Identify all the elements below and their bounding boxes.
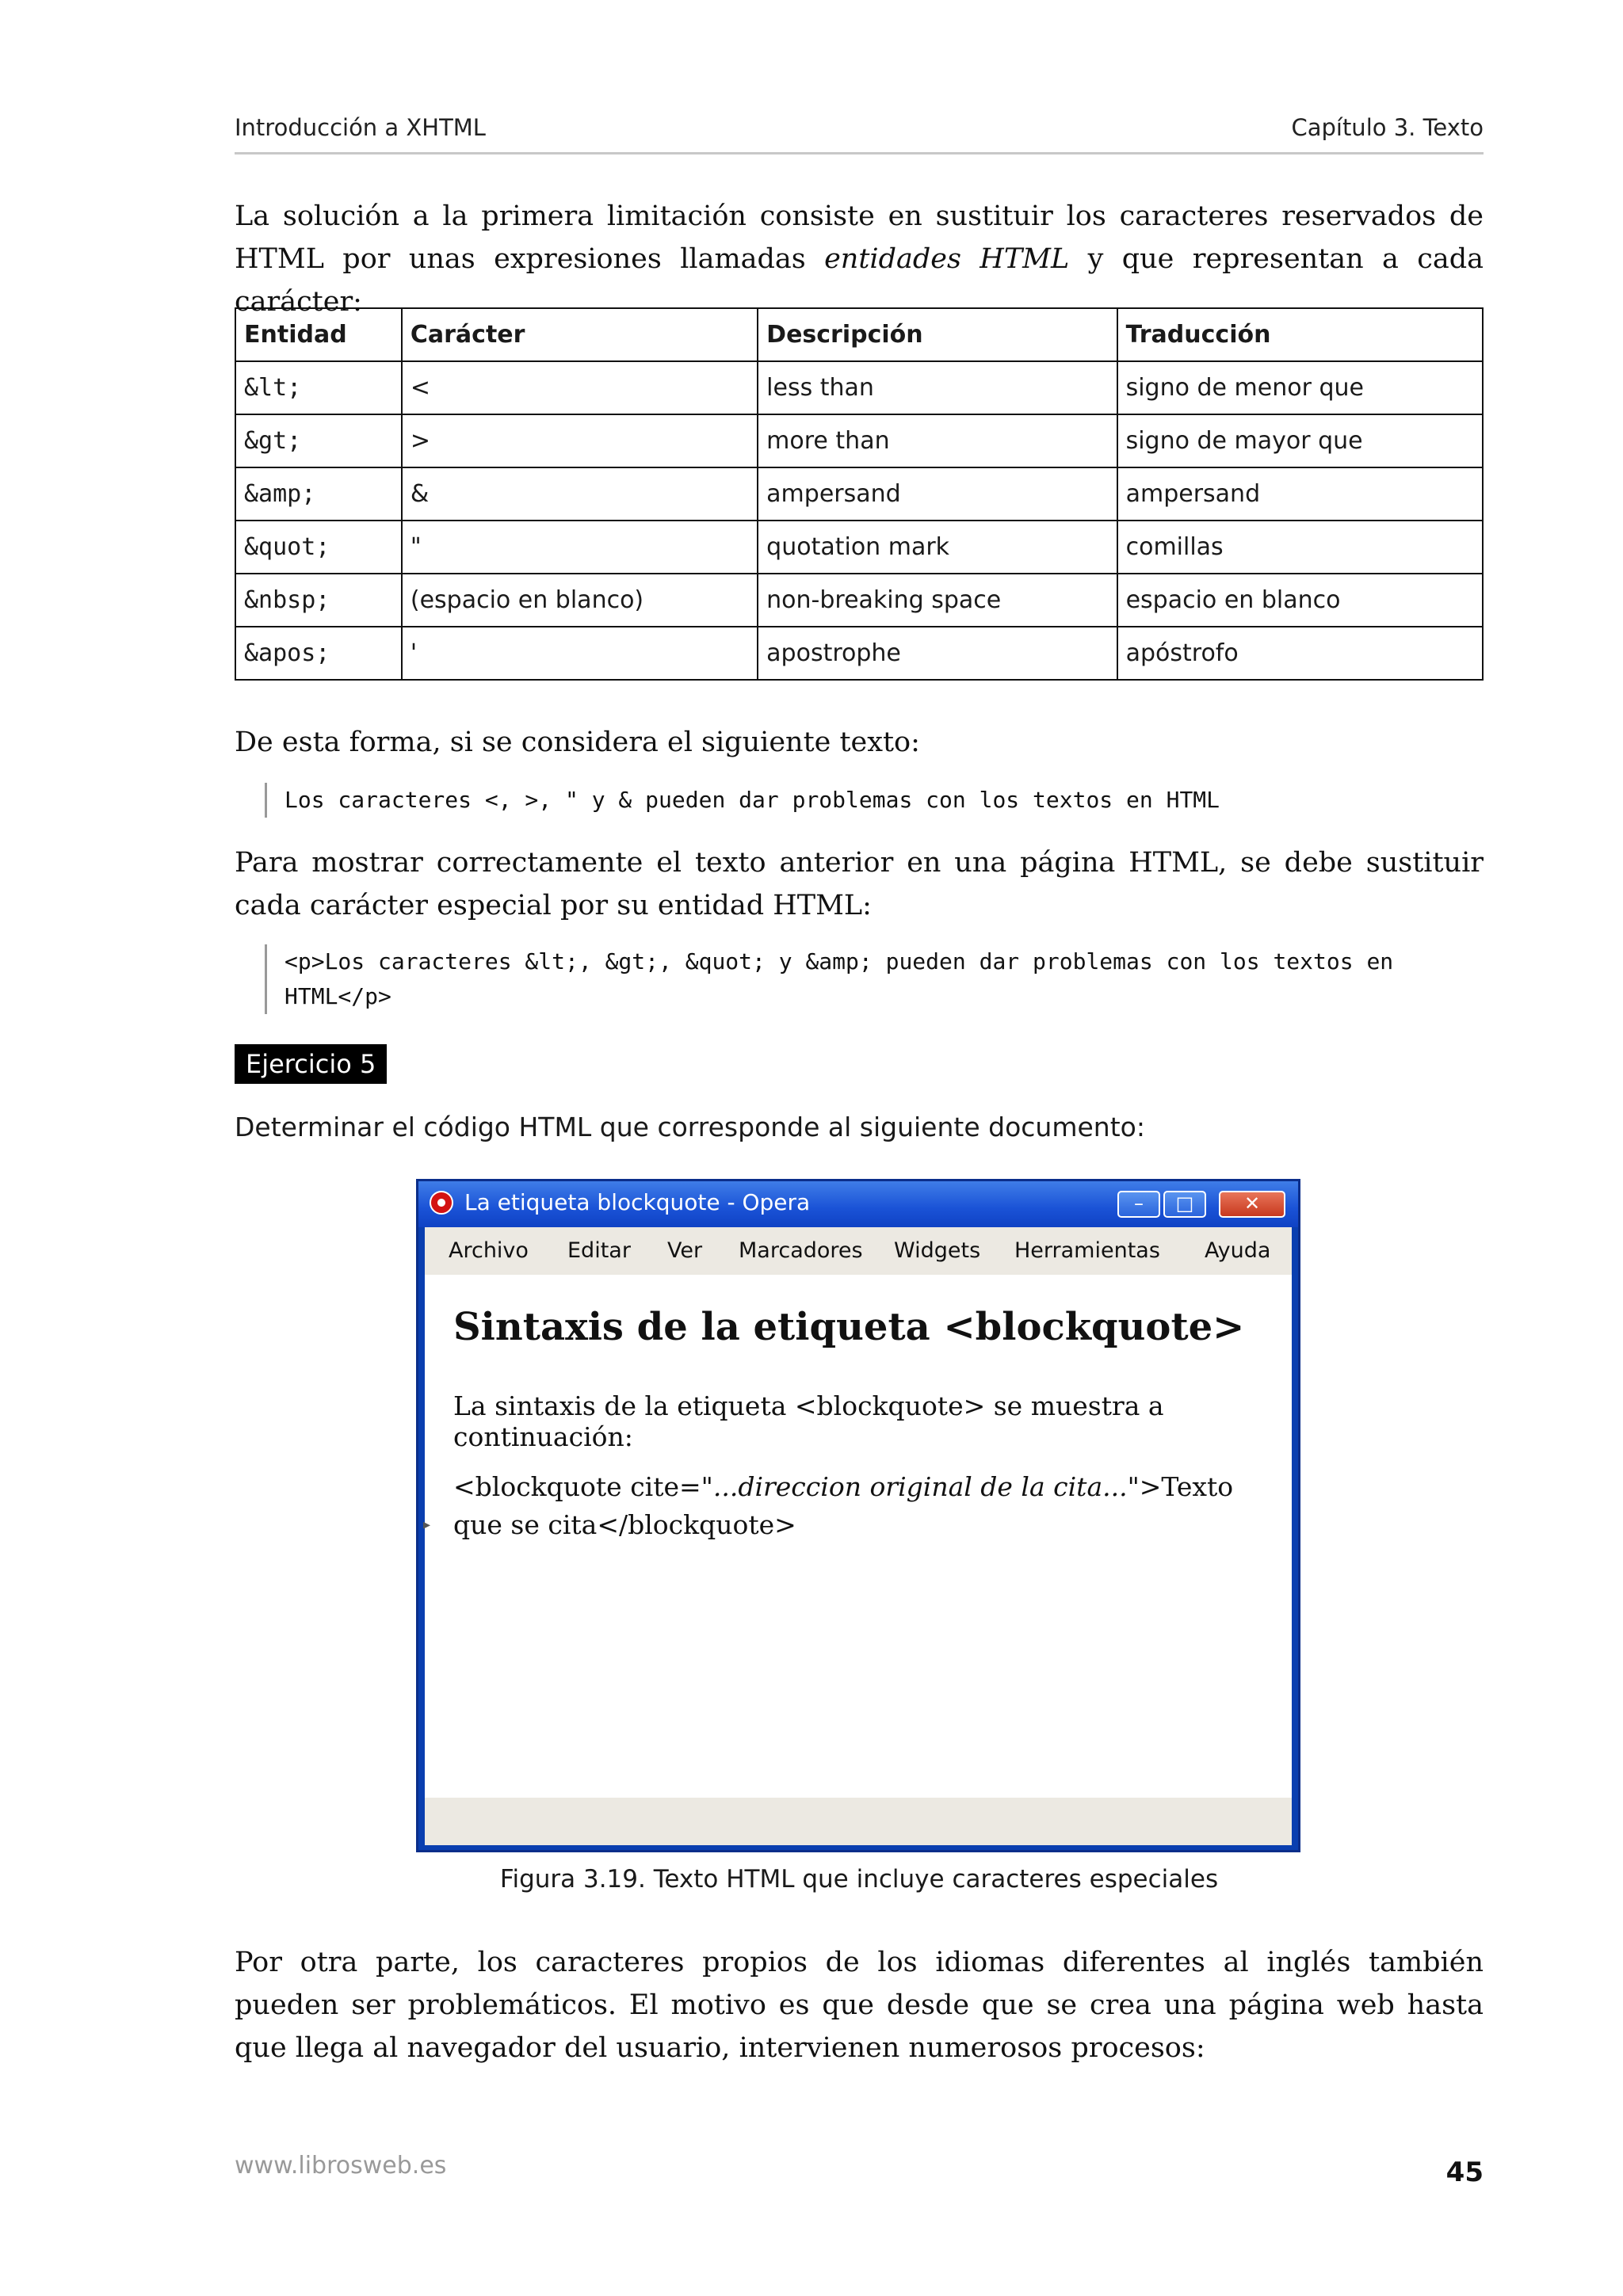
code-line: HTML</p>	[285, 983, 391, 1009]
table-cell: (espacio en blanco)	[402, 574, 758, 627]
window-statusbar	[425, 1798, 1292, 1845]
rendered-paragraph: La sintaxis de la etiqueta <blockquote> se muestra a continuación:	[453, 1390, 1164, 1452]
window-title: La etiqueta blockquote - Opera	[464, 1189, 811, 1215]
running-header	[235, 111, 1484, 154]
table-row	[235, 414, 1483, 467]
table-header-cell: Traducción	[1117, 308, 1483, 361]
intro-text-after: y que representan a cada carácter:	[235, 243, 1484, 318]
menu-item-ver[interactable]: Ver	[667, 1238, 703, 1263]
code-example-entities	[265, 944, 1393, 1014]
opera-window-figure	[416, 1179, 1300, 1852]
menu-item-archivo[interactable]: Archivo	[449, 1238, 529, 1263]
table-header-cell: Descripción	[758, 308, 1117, 361]
table-cell: signo de menor que	[1117, 361, 1483, 414]
table-cell: &lt;	[235, 361, 402, 414]
menu-item-editar[interactable]: Editar	[567, 1238, 631, 1263]
table-cell: &amp;	[235, 467, 402, 521]
table-cell: &quot;	[235, 521, 402, 574]
opera-logo-icon	[430, 1191, 453, 1215]
menu-item-ayuda[interactable]: Ayuda	[1205, 1238, 1271, 1263]
figure-caption: Figura 3.19. Texto HTML que incluye caracteres especiales	[499, 1865, 1219, 1894]
table-cell: more than	[758, 414, 1117, 467]
table-cell: apóstrofo	[1117, 627, 1483, 680]
header-book-title: Introducción a XHTML	[235, 114, 486, 141]
table-cell: &nbsp;	[235, 574, 402, 627]
intro-text-before: La solución a la primera limitación consiste en sustituir los caracteres reservados de HTML por unas expresiones llamadas	[235, 200, 1484, 275]
menu-bar	[425, 1227, 1292, 1275]
rendered-code-italic: ...direccion original de la cita...	[712, 1471, 1128, 1502]
table-cell: >	[402, 414, 758, 467]
rendered-blockquote-code	[453, 1468, 1270, 1544]
table-cell: <	[402, 361, 758, 414]
table-header-cell: Carácter	[402, 308, 758, 361]
paragraph-languages: Por otra parte, los caracteres propios de los idiomas diferentes al inglés también pueden ser problemáticos. El motivo es que desde que se crea una página web hasta que llega al navegador del usuario, intervienen numerosos procesos:	[235, 1947, 1484, 2064]
page-number: 45	[1445, 2157, 1484, 2188]
menu-item-marcadores[interactable]: Marcadores	[739, 1238, 863, 1263]
paragraph-substitute: Para mostrar correctamente el texto anterior en una página HTML, se debe sustituir cada carácter especial por su entidad HTML:	[235, 847, 1484, 921]
footer-site[interactable]: www.librosweb.es	[235, 2152, 447, 2180]
table-cell: ampersand	[758, 467, 1117, 521]
header-chapter: Capítulo 3. Texto	[1291, 114, 1484, 141]
table-header-cell: Entidad	[235, 308, 402, 361]
table-cell: comillas	[1117, 521, 1483, 574]
maximize-button[interactable]: □	[1163, 1191, 1206, 1218]
table-cell: signo de mayor que	[1117, 414, 1483, 467]
table-cell: espacio en blanco	[1117, 574, 1483, 627]
exercise-label: Ejercicio 5	[235, 1044, 387, 1084]
rendered-code-before: <blockquote cite="	[453, 1471, 713, 1502]
table-row	[235, 574, 1483, 627]
table-cell: less than	[758, 361, 1117, 414]
table-cell: '	[402, 627, 758, 680]
menu-item-herramientas[interactable]: Herramientas	[1014, 1238, 1160, 1263]
menu-item-widgets[interactable]: Widgets	[894, 1238, 981, 1263]
intro-emphasis: entidades HTML	[824, 243, 1070, 275]
table-header-row	[235, 308, 1483, 361]
rendered-code-after: ">Texto que se cita</blockquote>	[453, 1471, 1234, 1540]
table-cell: ampersand	[1117, 467, 1483, 521]
close-button[interactable]: ✕	[1219, 1191, 1285, 1218]
intro-paragraph	[235, 195, 1484, 323]
table-cell: apostrophe	[758, 627, 1117, 680]
minimize-button[interactable]: –	[1117, 1191, 1160, 1218]
table-cell: quotation mark	[758, 521, 1117, 574]
entities-table	[235, 307, 1484, 681]
table-row	[235, 361, 1483, 414]
paragraph-consider-text: De esta forma, si se considera el siguiente texto:	[235, 727, 920, 758]
window-titlebar	[418, 1181, 1298, 1227]
code-line: <p>Los caracteres &lt;, &gt;, &quot; y &amp; pueden dar problemas con los textos en	[285, 948, 1394, 974]
table-row	[235, 521, 1483, 574]
table-cell: &apos;	[235, 627, 402, 680]
browser-viewport	[425, 1275, 1292, 1798]
table-row	[235, 627, 1483, 680]
code-example-plain: Los caracteres <, >, " y & pueden dar problemas con los textos en HTML	[265, 783, 1220, 818]
table-row	[235, 467, 1483, 521]
exercise-instruction: Determinar el código HTML que corresponde al siguiente documento:	[235, 1112, 1145, 1142]
table-cell: "	[402, 521, 758, 574]
table-cell: non-breaking space	[758, 574, 1117, 627]
table-cell: &gt;	[235, 414, 402, 467]
table-cell: &	[402, 467, 758, 521]
caret-marker-icon: ▸	[423, 1516, 431, 1533]
rendered-heading: Sintaxis de la etiqueta <blockquote>	[453, 1305, 1245, 1349]
